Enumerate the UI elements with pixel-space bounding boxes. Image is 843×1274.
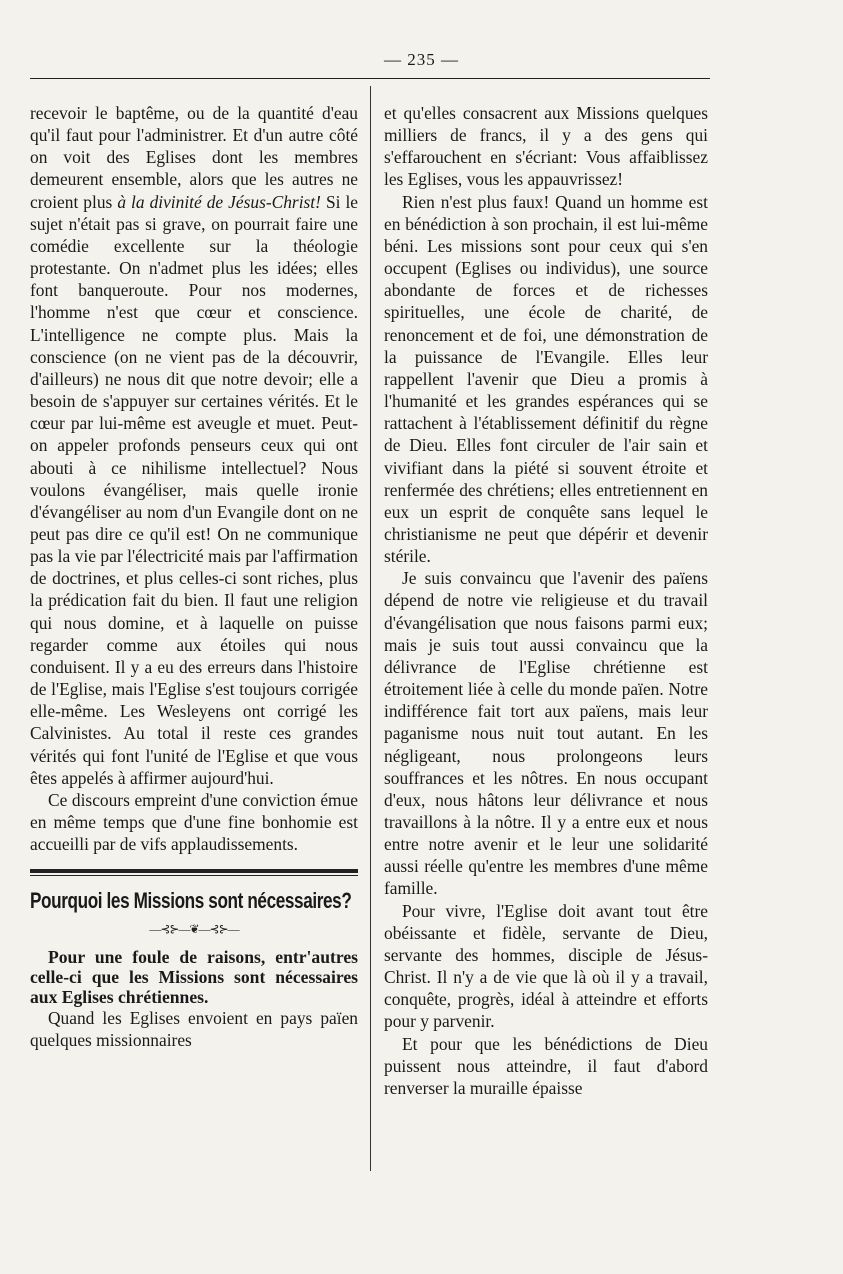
header-rule bbox=[30, 78, 710, 79]
page-number: — 235 — bbox=[384, 50, 459, 69]
right-paragraph-4: Pour vivre, l'Eglise doit avant tout être obéissante et fidèle, servante de Dieu, servante des hommes, disciple de Jésus-Christ. Il n'y a de vie que là où il y a travail, conquête, progrès, idéal à atteindre et efforts pour y parvenir. bbox=[384, 900, 708, 1032]
left-paragraph-1 bbox=[30, 102, 358, 789]
right-paragraph-5: Et pour que les bénédictions de Dieu puissent nous atteindre, il faut d'abord renverser la muraille épaisse bbox=[384, 1033, 708, 1098]
left-column bbox=[30, 102, 358, 1051]
right-paragraph-3: Je suis convaincu que l'avenir des païens dépend de notre vie religieuse et du travail d'évangélisation que nous faisons parmi eux; mais je suis tout aussi convaincu que la délivrance de l'Eglise chrétienne est étroitement liée à celle du monde païen. Notre indifférence fait tort aux païens, mais leur paganisme nous nuit tout autant. En les négligeant, nous prolongeons leurs souffrances et les nôtres. En nous occupant d'eux, nous hâtons leur délivrance et nous travaillons à la nôtre. Il y a entre eux et nous entre notre avenir et le leur une solidarité aussi réelle qu'entre les membres d'une même famille. bbox=[384, 568, 708, 899]
left-p1-text-a: recevoir le baptême, ou de la quantité d'eau qu'il faut pour l'administrer. Et d'un autre côté on voit des Eglises dont les membres demeurent ensemble, alors que les autres ne croient plus bbox=[30, 103, 358, 212]
ornament-divider: —⊰⊱—❦—⊰⊱— bbox=[149, 922, 239, 937]
right-column bbox=[384, 102, 708, 1099]
section-separator bbox=[30, 869, 358, 873]
left-p1-italic: à la divinité de Jésus-Christ! bbox=[117, 191, 321, 212]
section-title: Pourquoi les Missions sont nécessaires? bbox=[30, 888, 352, 914]
section-separator-thin bbox=[30, 875, 358, 876]
section-lead: Pour une foule de raisons, entr'autres celle-ci que les Missions sont nécessaires aux Eglises chrétiennes. bbox=[30, 946, 358, 1007]
right-paragraph-1: et qu'elles consacrent aux Missions quelques milliers de francs, il y a des gens qui s'effarouchent en s'écriant: Vous affaiblissez les Eglises, vous les appauvrissez! bbox=[384, 103, 708, 190]
column-divider bbox=[370, 86, 371, 1171]
left-p1-text-b: Si le sujet n'était pas si grave, on pourrait faire une comédie excellente sur la théologie protestante. On n'admet plus les idées; elles font banqueroute. Pour nos modernes, l'homme n'est que cœur et conscience. L'intelligence ne compte plus. Mais la conscience (on ne vient pas de la découvrir, d'ailleurs) ne nous dit que notre devoir; elle a besoin de s'appuyer sur certaines vérités. Et le cœur par lui-même est aveugle et muet. Peut-on appeler profonds penseurs ceux qui ont abouti à ce nihilisme intellectuel? Nous voulons évangéliser, mais quelle ironie d'évangéliser au nom d'un Evangile dont on ne peut pas dire ce qu'il est! On ne communique pas la vie par l'électricité mais par l'affirmation de doctrines, et plus celles-ci sont riches, plus la prédication fait du bien. Il faut une religion qui nous domine, et à laquelle on puisse regarder comme aux étoiles qui nous conduisent. Il y a eu des erreurs dans l'histoire de l'Eglise, mais l'Eglise s'est toujours corrigée elle-même. Les Wesleyens ont corrigé les Calvinistes. Au total il reste ces grandes vérités qui font l'unité de l'Eglise et que vous êtes appelés à affirmer aujourd'hui. bbox=[30, 191, 359, 788]
left-paragraph-2: Ce discours empreint d'une conviction émue en même temps que d'une fine bonhomie est accueilli par de vifs applaudissements. bbox=[30, 789, 358, 855]
right-paragraph-2: Rien n'est plus faux! Quand un homme est en bénédiction à son prochain, il est lui-même béni. Les missions sont pour ceux qui s'en occupent (Eglises ou individus), une source abondante de forces et de richesses spirituelles, une école de charité, de renoncement et de foi, une démonstration de la puissance de l'Evangile. Elles leur rappellent l'avenir que Dieu a promis à l'humanité et les grandes espérances qui se rattachent à l'établissement définitif du règne de Dieu. Elles font circuler de l'air sain et vivifiant dans la piété si souvent étroite et renfermée des chrétiens; elles entretiennent en eux un esprit de conquête sans lequel le christianisme ne peut que dépérir et devenir stérile. bbox=[384, 191, 708, 567]
left-paragraph-3: Quand les Eglises envoient en pays païen quelques missionnaires bbox=[30, 1007, 358, 1050]
